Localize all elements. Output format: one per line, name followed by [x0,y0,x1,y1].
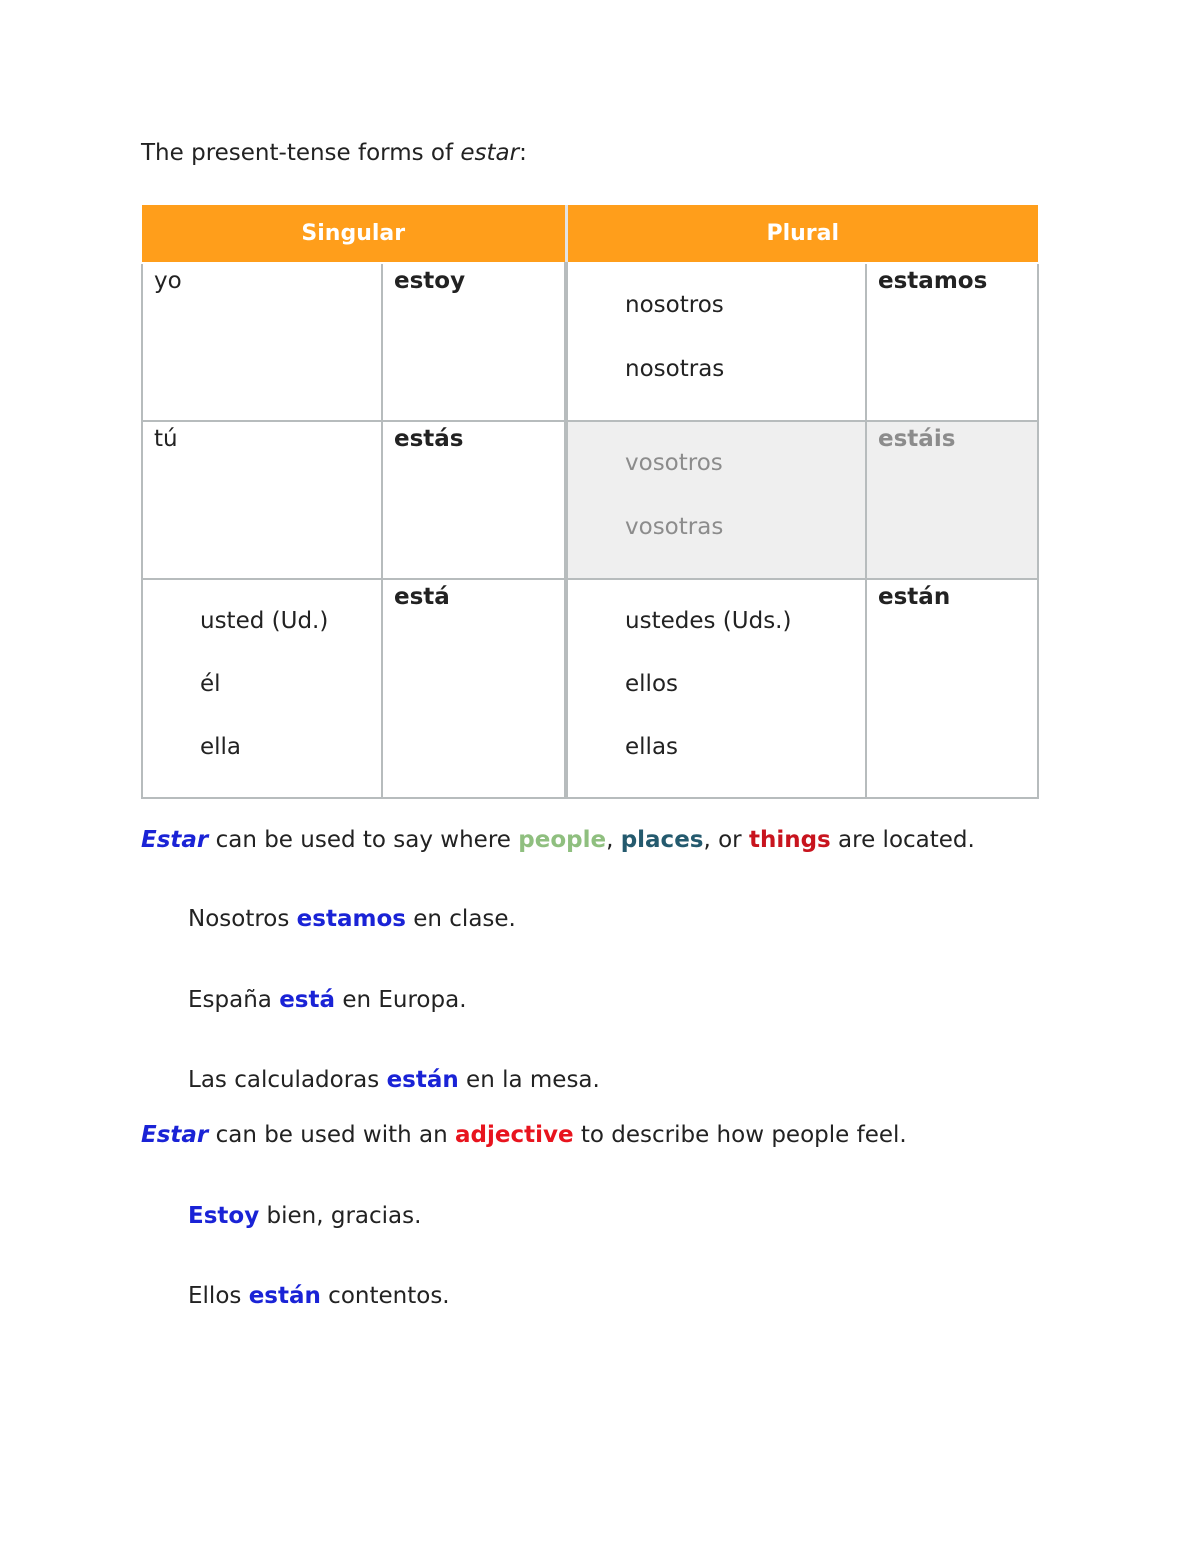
plural-pronoun-cell [566,421,866,579]
usage-verb: Estar [141,827,209,853]
usage-text: , or [703,827,749,853]
form-estas: estás [394,426,464,452]
example-text: Las calculadoras [188,1067,387,1093]
conjugation-table [141,205,1039,799]
example-verb: Estoy [188,1203,260,1229]
pronoun-ella: ella [200,734,242,760]
singular-form-cell [382,421,566,579]
intro-verb: estar [460,140,520,166]
usage-verb: Estar [141,1122,209,1148]
usage-text: are located. [830,827,975,853]
pronoun-ellos: ellos [625,671,679,697]
pronoun-vosotros: vosotros [625,450,723,476]
example-sentence [188,1203,421,1229]
example-text: en la mesa. [458,1067,600,1093]
keyword-people: people [518,827,607,853]
plural-pronoun-cell [566,579,866,798]
example-sentence [188,1283,450,1309]
example-text: contentos. [320,1283,450,1309]
pronoun-nosotros: nosotros [625,292,724,318]
table-row [142,579,1038,798]
example-sentence [188,1067,600,1093]
keyword-things: things [748,827,831,853]
form-estoy: estoy [394,268,466,294]
pronoun-vosotras: vosotras [625,514,724,540]
pronoun-el: él [200,671,221,697]
pronoun-usted: usted (Ud.) [200,608,329,634]
pronoun-yo: yo [154,268,182,294]
usage-text: to describe how people feel. [573,1122,907,1148]
example-verb: estamos [296,906,406,932]
singular-pronoun-cell [142,421,382,579]
example-verb: está [279,987,336,1013]
example-sentence [188,987,467,1013]
example-verb: están [248,1283,321,1309]
plural-form-cell [866,263,1038,421]
singular-form-cell [382,263,566,421]
example-text: Ellos [188,1283,249,1309]
table-row [142,421,1038,579]
table-header-row [142,205,1038,263]
example-verb: están [386,1067,459,1093]
usage-text: , [606,827,621,853]
plural-form-cell [866,579,1038,798]
pronoun-tu: tú [154,426,178,452]
intro-after: : [519,140,527,166]
pronoun-ustedes: ustedes (Uds.) [625,608,792,634]
example-sentence [188,906,516,932]
form-esta: está [394,584,450,610]
example-text: Nosotros [188,906,297,932]
form-estan: están [878,584,951,610]
pronoun-ellas: ellas [625,734,679,760]
plural-pronoun-cell [566,263,866,421]
usage-location-sentence [141,827,975,853]
form-estais: estáis [878,426,956,452]
usage-text: can be used with an [208,1122,455,1148]
keyword-adjective: adjective [454,1122,574,1148]
header-plural: Plural [566,205,1038,263]
table-row [142,263,1038,421]
example-text: España [188,987,280,1013]
header-singular: Singular [142,205,566,263]
usage-text: can be used to say where [208,827,519,853]
keyword-places: places [620,827,704,853]
intro-text [141,140,527,166]
singular-pronoun-cell [142,579,382,798]
example-text: bien, gracias. [259,1203,422,1229]
plural-form-cell [866,421,1038,579]
usage-feeling-sentence [141,1122,907,1148]
example-text: en Europa. [335,987,467,1013]
pronoun-nosotras: nosotras [625,356,725,382]
form-estamos: estamos [878,268,988,294]
intro-before: The present-tense forms of [141,140,461,166]
singular-pronoun-cell [142,263,382,421]
singular-form-cell [382,579,566,798]
example-text: en clase. [405,906,516,932]
